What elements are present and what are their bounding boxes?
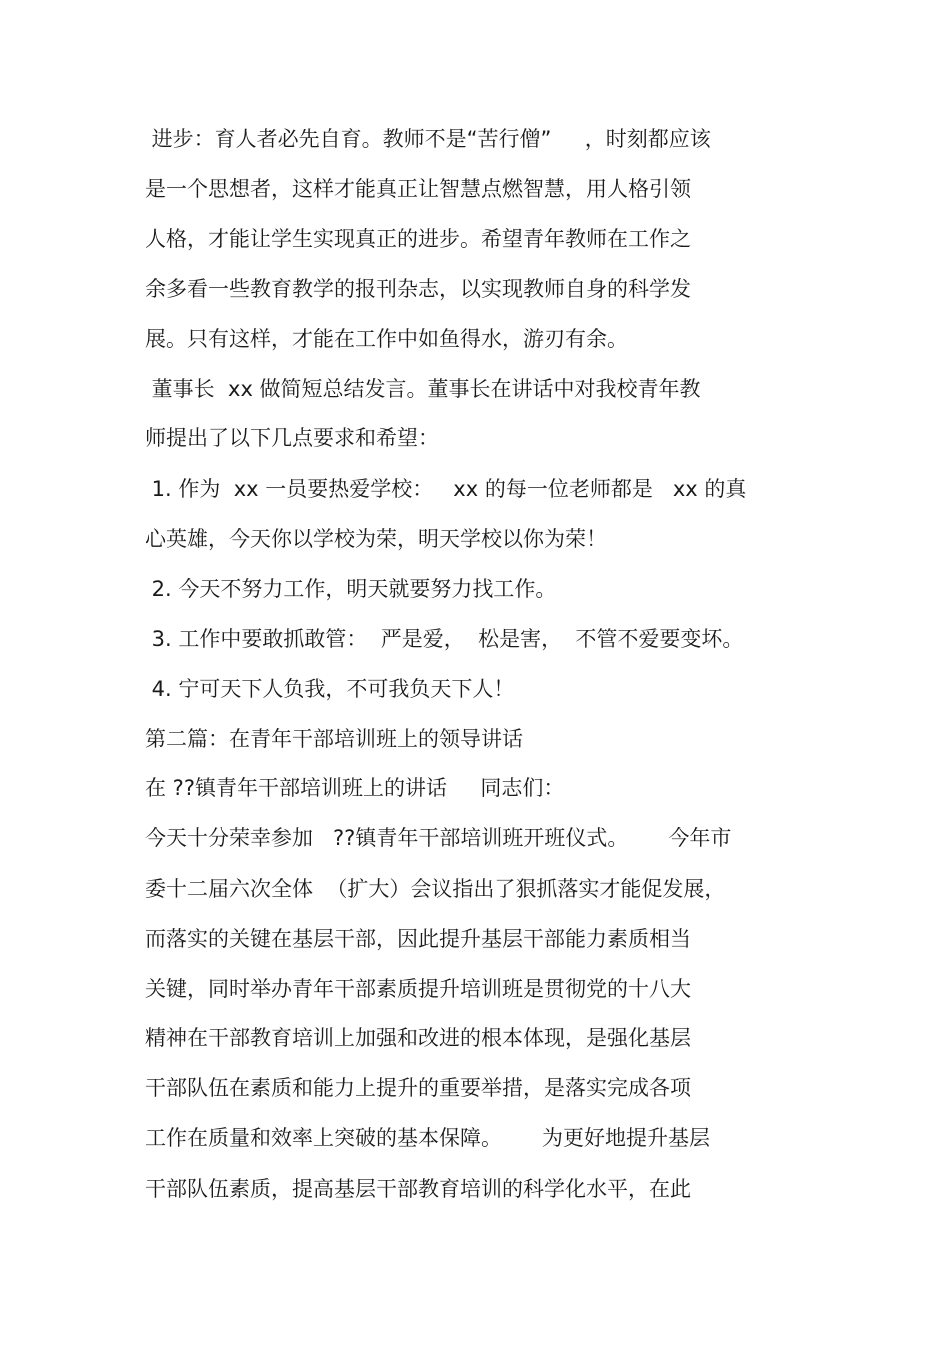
text-line: 精神在干部教育培训上加强和改进的根本体现，是强化基层 <box>145 1026 691 1050</box>
list-item: 4. 宁可天下人负我，不可我负天下人！ <box>145 677 515 701</box>
text-line: 余多看一些教育教学的报刊杂志，以实现教师自身的科学发 <box>145 277 691 301</box>
text-line: 心英雄，今天你以学校为荣，明天学校以你为荣！ <box>145 527 607 551</box>
text-line: 是一个思想者，这样才能真正让智慧点燃智慧，用人格引领 <box>145 177 691 201</box>
text-line: 进步：育人者必先自育。教师不是“苦行僧” ，时刻都应该 <box>145 127 711 151</box>
text-line: 干部队伍在素质和能力上提升的重要举措，是落实完成各项 <box>145 1076 691 1100</box>
text-line: 董事长 xx 做简短总结发言。董事长在讲话中对我校青年教 <box>145 377 701 401</box>
text-line: 人格，才能让学生实现真正的进步。希望青年教师在工作之 <box>145 227 691 251</box>
text-line: 在 ??镇青年干部培训班上的讲话 同志们： <box>145 776 565 800</box>
text-line: 关键，同时举办青年干部素质提升培训班是贯彻党的十八大 <box>145 977 691 1001</box>
text-line: 工作在质量和效率上突破的基本保障。 为更好地提升基层 <box>145 1126 711 1150</box>
text-line: 今天十分荣幸参加 ??镇青年干部培训班开班仪式。 今年市 <box>145 826 732 850</box>
text-line: 干部队伍素质，提高基层干部教育培训的科学化水平，在此 <box>145 1177 691 1201</box>
list-item: 3. 工作中要敢抓敢管： 严是爱， 松是害， 不管不爱要变坏。 <box>145 627 744 651</box>
text-line: 师提出了以下几点要求和希望： <box>145 426 439 450</box>
text-line: 而落实的关键在基层干部，因此提升基层干部能力素质相当 <box>145 927 691 951</box>
section-heading: 第二篇：在青年干部培训班上的领导讲话 <box>145 727 523 751</box>
text-line: 展。只有这样，才能在工作中如鱼得水，游刃有余。 <box>145 327 628 351</box>
text-line: 委十二届六次全体 （扩大）会议指出了狠抓落实才能促发展， <box>145 877 726 901</box>
list-item: 1. 作为 xx 一员要热爱学校： xx 的每一位老师都是 xx 的真 <box>145 477 747 501</box>
list-item: 2. 今天不努力工作，明天就要努力找工作。 <box>145 577 557 601</box>
